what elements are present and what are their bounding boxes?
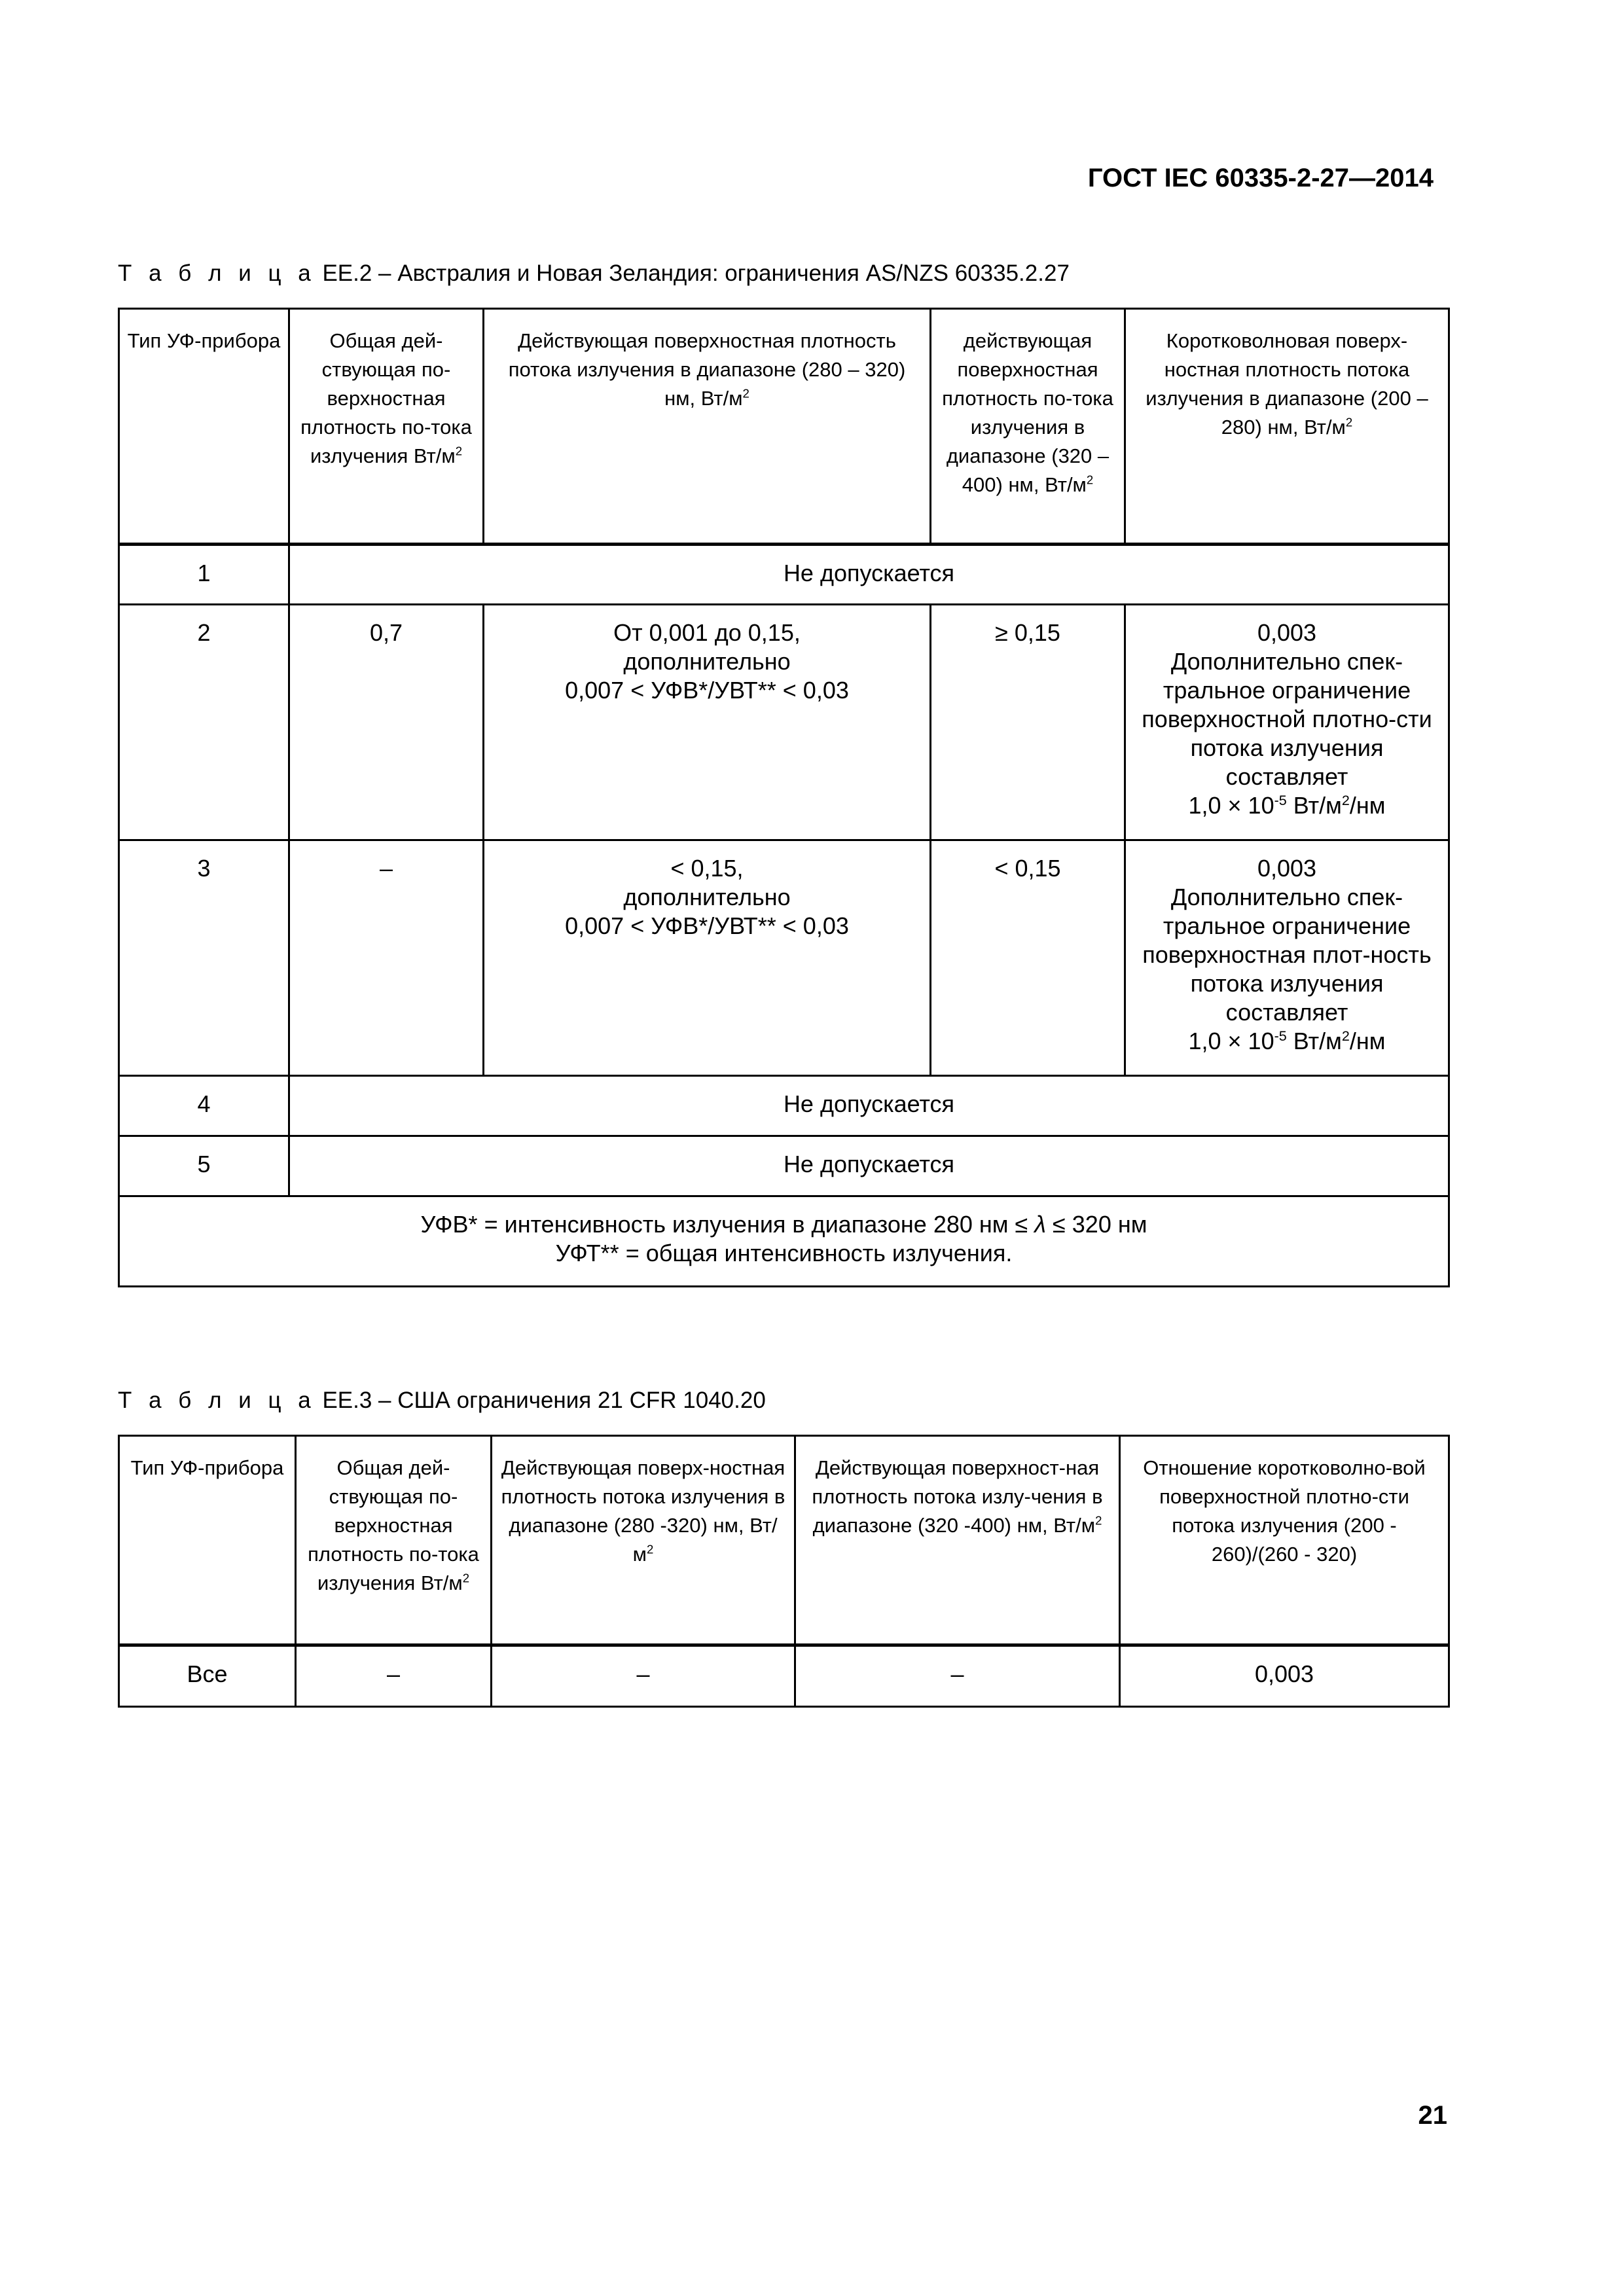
cell-type: 2 — [119, 605, 289, 840]
table-header-row — [119, 1436, 1449, 1645]
cell-total: 0,7 — [289, 605, 484, 840]
header-total-effective: Общая дей-ствующая по-верхностная плотность по-тока излучения $Вт/м^2$ — [296, 1436, 492, 1645]
cell-total: – — [289, 840, 484, 1076]
table-row — [119, 1645, 1449, 1707]
cell-type: 4 — [119, 1076, 289, 1136]
cell-ratio: 0,003 — [1120, 1645, 1449, 1707]
header-effective-320-400: Действующая поверхност-ная плотность потока излу-чения в диапазоне (320 -400) нм, $Вт/м^2$ — [795, 1436, 1120, 1645]
cell-effective-320: < 0,15 — [931, 840, 1125, 1076]
header-uv-type: Тип УФ-прибора — [119, 309, 289, 545]
cell-effective-320: ≥ 0,15 — [931, 605, 1125, 840]
cell-not-allowed: Не допускается — [289, 545, 1449, 605]
table-row — [119, 840, 1449, 1076]
table-ee2 — [118, 308, 1450, 1287]
cell-type: 3 — [119, 840, 289, 1076]
cell-type: 5 — [119, 1136, 289, 1196]
standard-designation: ГОСТ IEC 60335-2-27—2014 — [1087, 164, 1434, 192]
header-shortwave-200-280: Коротковолновая поверх-ностная плотность потока излучения в диапазоне (200 – 280) нм, $Вт/м^2$ — [1125, 309, 1449, 545]
table-ee2-caption — [118, 260, 1070, 287]
header-total-effective: Общая дей-ствующая по-верхностная плотность по-тока излучения $Вт/м^2$ — [289, 309, 484, 545]
header-effective-280-320: Действующая поверх-ностная плотность потока излучения в диапазоне (280 -320) нм, $Вт/м^2$ — [492, 1436, 795, 1645]
table-ee3 — [118, 1435, 1450, 1708]
cell-type: Все — [119, 1645, 296, 1707]
caption-prefix: Т а б л и ц а — [118, 1388, 316, 1413]
table-row — [119, 605, 1449, 840]
cell-effective-280: < 0,15, дополнительно 0,007 < УФВ*/УВТ** < 0,03 — [484, 840, 931, 1076]
table-notes-row — [119, 1196, 1449, 1287]
cell-effective-320: – — [795, 1645, 1120, 1707]
caption-text: ЕЕ.2 – Австралия и Новая Зеландия: ограничения AS/NZS 60335.2.27 — [316, 260, 1070, 286]
caption-prefix: Т а б л и ц а — [118, 260, 316, 286]
cell-not-allowed: Не допускается — [289, 1076, 1449, 1136]
table-row — [119, 1136, 1449, 1196]
table-row — [119, 545, 1449, 605]
cell-shortwave: 0,003 Дополнительно спек-тральное ограничение поверхностной плотно-сти потока излучения составляет $1,0 \times 10^{-5}$ $Вт/м^2/нм$ — [1125, 605, 1449, 840]
cell-effective-280: – — [492, 1645, 795, 1707]
table-row — [119, 1076, 1449, 1136]
header-effective-320-400: действующая поверхностная плотность по-тока излучения в диапазоне (320 –400) нм, $Вт/м^2$ — [931, 309, 1125, 545]
header-uv-type: Тип УФ-прибора — [119, 1436, 296, 1645]
table-ee3-caption — [118, 1388, 766, 1414]
table-notes: УФВ* = интенсивность излучения в диапазоне 280 нм ≤ λ ≤ 320 нм УФТ** = общая интенсивность излучения. — [119, 1196, 1449, 1287]
page-number: 21 — [1418, 2101, 1447, 2130]
cell-total: – — [296, 1645, 492, 1707]
cell-type: 1 — [119, 545, 289, 605]
caption-text: ЕЕ.3 – США ограничения 21 CFR 1040.20 — [316, 1388, 766, 1413]
cell-not-allowed: Не допускается — [289, 1136, 1449, 1196]
cell-effective-280: От 0,001 до 0,15, дополнительно 0,007 < УФВ*/УВТ** < 0,03 — [484, 605, 931, 840]
header-effective-280-320: Действующая поверхностная плотность потока излучения в диапазоне (280 – 320) нм, $Вт/м^2$ — [484, 309, 931, 545]
header-shortwave-ratio: Отношение коротковолно-вой поверхностной плотно-сти потока излучения (200 - 260)/(260 - 320) — [1120, 1436, 1449, 1645]
cell-shortwave: 0,003 Дополнительно спек-тральное ограничение поверхностная плот-ность потока излучения составляет $1,0 \times 10^{-5}$ $Вт/м^2/нм$ — [1125, 840, 1449, 1076]
table-header-row — [119, 309, 1449, 545]
